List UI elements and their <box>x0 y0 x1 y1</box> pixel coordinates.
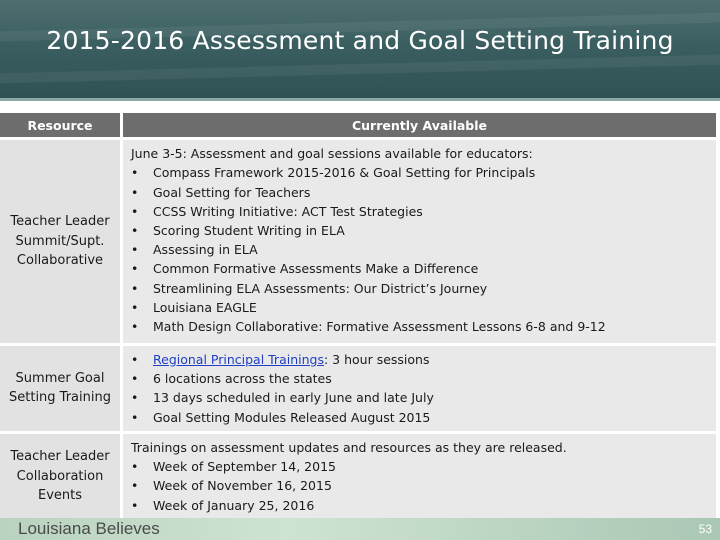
list-item <box>131 240 710 259</box>
list-item <box>131 350 710 369</box>
resource-line: Collaboration <box>16 468 104 484</box>
resource-cell <box>0 434 123 522</box>
list-item <box>131 202 710 221</box>
bullet-icon: • <box>131 352 139 367</box>
list-item <box>131 298 710 317</box>
resources-table <box>0 113 716 522</box>
list-item-text: Streamlining ELA Assessments: Our District’s Journey <box>153 280 488 296</box>
bullet-list <box>131 163 710 336</box>
list-item <box>131 408 710 427</box>
resource-line: Summer Goal <box>15 370 105 386</box>
available-column-header: Currently Available <box>123 113 716 140</box>
list-item-text: 13 days scheduled in early June and late July <box>153 390 434 406</box>
resource-line: Events <box>37 488 82 504</box>
resource-line: Collaborative <box>16 253 104 269</box>
resource-line: Setting Training <box>9 390 111 406</box>
list-item-text: Week of September 14, 2015 <box>153 459 336 475</box>
header-divider <box>0 98 720 101</box>
table-row <box>0 346 716 434</box>
slide-title: 2015-2016 Assessment and Goal Setting Training <box>46 26 674 55</box>
list-item <box>131 279 710 298</box>
bullet-list <box>131 350 710 427</box>
list-item-text: Common Formative Assessments Make a Difference <box>153 261 479 277</box>
list-item <box>131 183 710 202</box>
resource-line: Teacher Leader <box>10 449 110 465</box>
list-item <box>131 163 710 182</box>
bullet-icon: • <box>131 299 139 315</box>
bullet-icon: • <box>131 497 139 513</box>
bullet-icon: • <box>131 203 139 219</box>
list-item-text: Compass Framework 2015-2016 & Goal Setting for Principals <box>153 165 536 181</box>
list-item-text: Math Design Collaborative: Formative Assessment Lessons 6-8 and 9-12 <box>153 319 606 335</box>
brand-logo-text: Louisiana Believes <box>18 519 160 538</box>
list-item-text: Week of January 25, 2016 <box>153 497 315 513</box>
list-item-text: Assessing in ELA <box>153 242 258 258</box>
resource-line: Teacher Leader <box>10 214 110 230</box>
list-item <box>131 476 710 495</box>
availability-cell <box>123 434 716 522</box>
list-item <box>131 369 710 388</box>
regional-principal-trainings-link[interactable]: Regional Principal Trainings <box>153 352 324 367</box>
page-number: 53 <box>698 522 712 536</box>
bullet-icon: • <box>131 459 139 475</box>
list-item <box>131 496 710 515</box>
resource-cell <box>0 346 123 434</box>
bullet-icon: • <box>131 280 139 296</box>
bullet-icon: • <box>131 184 139 200</box>
bullet-icon: • <box>131 242 139 258</box>
resource-line: Summit/Supt. <box>15 233 105 249</box>
bullet-icon: • <box>131 223 139 239</box>
row-intro: June 3-5: Assessment and goal sessions available for educators: <box>131 146 533 161</box>
list-item <box>131 317 710 336</box>
row-intro: Trainings on assessment updates and resources as they are released. <box>131 439 567 455</box>
list-item-text: Louisiana EAGLE <box>153 299 257 315</box>
list-item-text: Week of November 16, 2015 <box>153 478 332 494</box>
availability-cell <box>123 346 716 434</box>
list-item <box>131 259 710 278</box>
table-header-row <box>0 113 716 140</box>
bullet-icon: • <box>131 165 139 181</box>
table-row <box>0 434 716 522</box>
bullet-icon: • <box>131 390 139 406</box>
list-item <box>131 457 710 476</box>
bullet-icon: • <box>131 409 139 425</box>
list-item-text: CCSS Writing Initiative: ACT Test Strategies <box>153 203 423 219</box>
list-item-text: : 3 hour sessions <box>323 352 430 367</box>
list-item-text: Scoring Student Writing in ELA <box>153 223 345 239</box>
list-item <box>131 388 710 407</box>
list-item-text: 6 locations across the states <box>153 371 332 387</box>
list-item-text: Goal Setting Modules Released August 2015 <box>153 409 431 425</box>
resource-cell <box>0 140 123 346</box>
list-item-text: Goal Setting for Teachers <box>153 184 311 200</box>
bullet-icon: • <box>131 478 139 494</box>
bullet-icon: • <box>131 261 139 277</box>
bullet-icon: • <box>131 371 139 387</box>
table-row <box>0 140 716 346</box>
list-item <box>131 221 710 240</box>
bullet-icon: • <box>131 319 139 335</box>
slide-header <box>0 0 720 98</box>
bullet-list <box>131 457 710 515</box>
availability-cell <box>123 140 716 346</box>
resource-column-header: Resource <box>0 113 123 140</box>
chalk-streak <box>0 54 720 85</box>
